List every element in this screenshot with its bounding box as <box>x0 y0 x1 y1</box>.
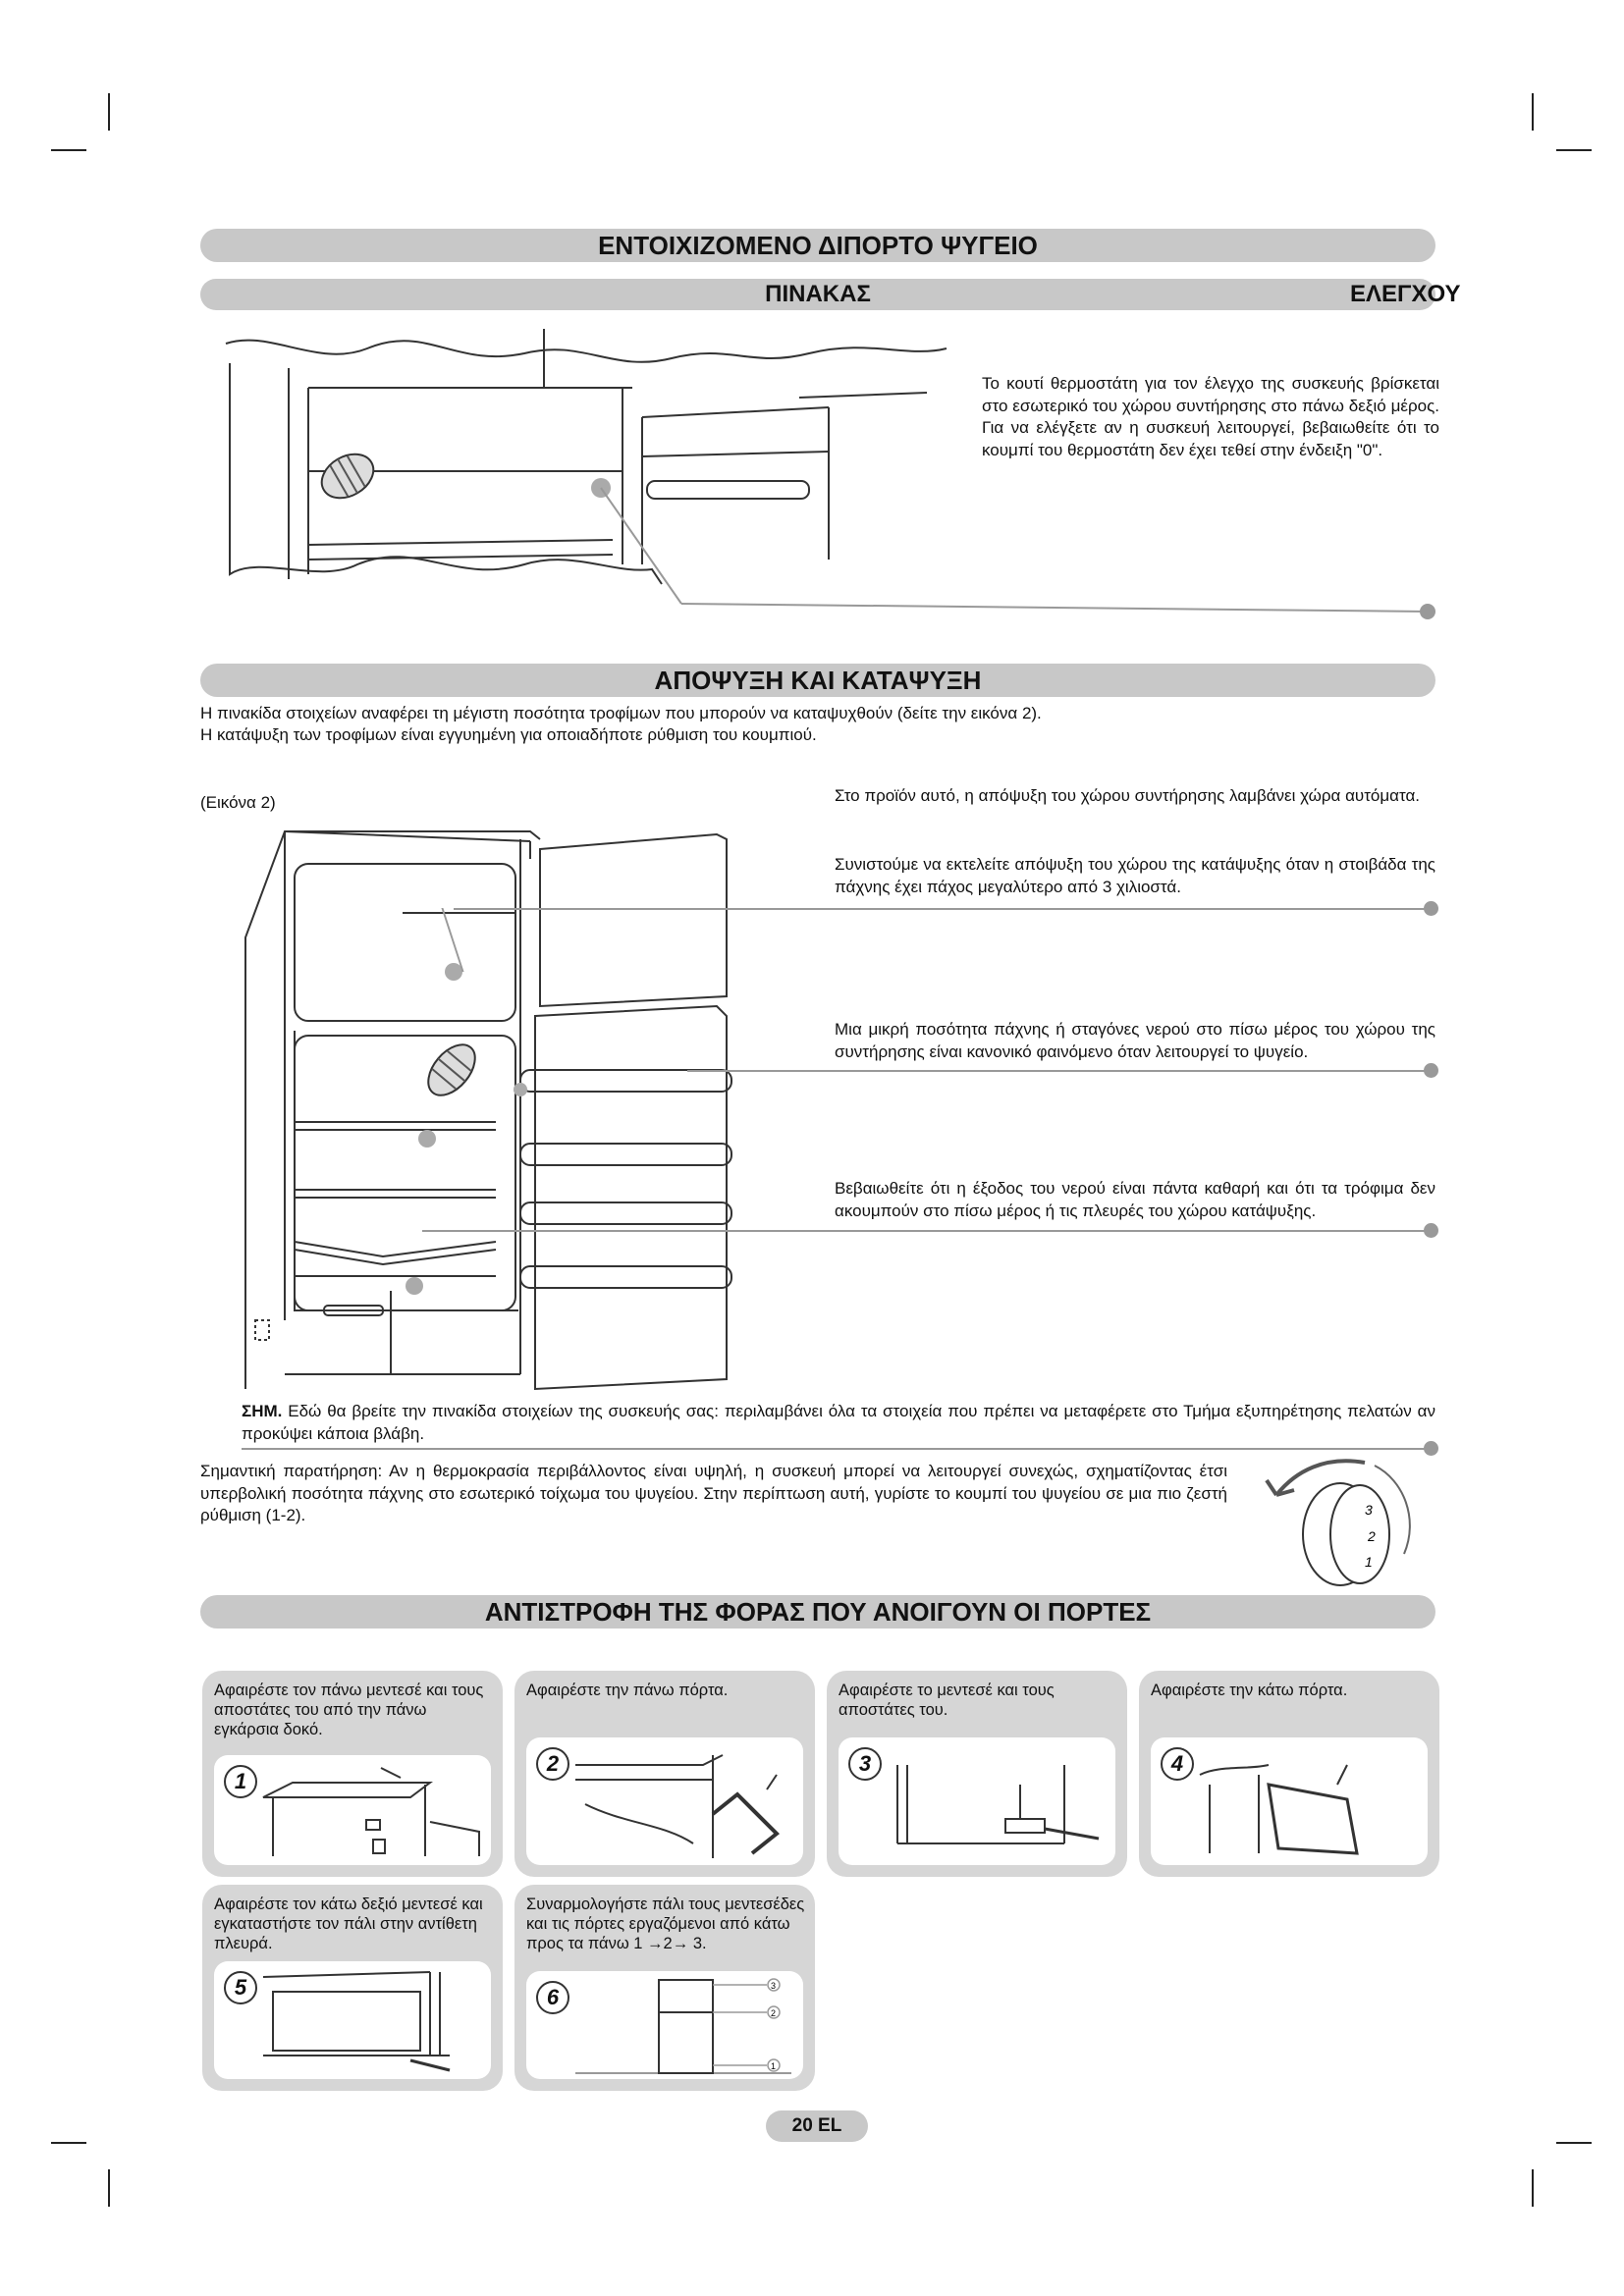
leader-dot <box>1424 901 1438 916</box>
page-number: 20 EL <box>766 2110 868 2142</box>
step-diagram <box>526 1737 803 1865</box>
step-card-5 <box>202 1885 503 2091</box>
step-number: 2 <box>536 1747 569 1781</box>
leader-line <box>242 1448 1435 1450</box>
step-text: Αφαιρέστε την πάνω πόρτα. <box>526 1682 729 1699</box>
middle-hinge-diagram <box>878 1745 1113 1861</box>
defrost-intro-1: Η πινακίδα στοιχείων αναφέρει τη μέγιστη ποσότητα τροφίμων που μπορούν να καταψυχθούν (δείτε την εικόνα 2). <box>200 704 1042 722</box>
door-removal-diagram <box>566 1745 801 1861</box>
defrost-note-2: Συνιστούμε να εκτελείτε απόψυξη του χώρου της κατάψυξης όταν η στοιβάδα της πάχνης έχει πάχος μεγαλύτερο από 3 χιλιοστά. <box>835 855 1435 896</box>
reassembly-diagram <box>566 1975 801 2077</box>
step-text: Αφαιρέστε τον πάνω μεντεσέ και τους αποστάτες του από την πάνω εγκάρσια δοκό. <box>214 1682 484 1738</box>
leader-line <box>454 908 1435 910</box>
step-diagram <box>526 1971 803 2079</box>
subtitle-bar <box>200 279 1435 310</box>
subtitle-left: ΠΙΝΑΚΑΣ <box>765 281 871 307</box>
note-text: Εδώ θα βρείτε την πινακίδα στοιχείων της συσκευής σας: περιλαμβάνει όλα τα στοιχεία που πρέπει να μεταφέρετε στο Τμήμα εξυπηρέτησης πελατών αν προκύψει κάποια βλάβη. <box>242 1402 1435 1443</box>
reversal-title: ΑΝΤΙΣΤΡΟΦΗ ΤΗΣ ΦΟΡΑΣ ΠΟΥ ΑΝΟΙΓΟΥΝ ΟΙ ΠΟΡΤΕΣ <box>484 1597 1152 1627</box>
leader-dot <box>1424 1441 1438 1456</box>
page-title: ΕΝΤΟΙΧΙΖΟΜΕΝΟ ΔΙΠΟΡΤΟ ΨΥΓΕΙΟ <box>598 231 1038 260</box>
step-card-2 <box>514 1671 815 1877</box>
step-text: Αφαιρέστε την κάτω πόρτα. <box>1151 1682 1348 1699</box>
crop-mark <box>51 2142 86 2144</box>
figure-label: (Εικόνα 2) <box>200 793 276 812</box>
step-text: Αφαιρέστε το μεντεσέ και τους αποστάτες του. <box>839 1682 1055 1719</box>
step-diagram <box>1151 1737 1428 1865</box>
hinge-diagram <box>253 1763 489 1861</box>
bottom-hinge-diagram <box>253 1967 489 2075</box>
hinge-mark-2: 2 <box>771 2008 777 2018</box>
important-note: Σημαντική παρατήρηση: Αν η θερμοκρασία περιβάλλοντος είναι υψηλή, η συσκευή μπορεί να λειτουργεί συνεχώς, σχηματίζοντας έτσι υπερβολική ποσότητα πάχνης στο εσωτερικό τοίχωμα του ψυγείου. Στην περίπτωση αυτή, γυρίστε το κουμπί του ψυγείου σε μια πιο ζεστή ρύθμιση (1-2). <box>200 1462 1227 1524</box>
thermostat-knob-icon <box>1257 1451 1424 1593</box>
lower-door-diagram <box>1190 1745 1426 1861</box>
title-bar <box>200 229 1435 262</box>
step-number: 4 <box>1161 1747 1194 1781</box>
crop-mark <box>1532 2169 1534 2207</box>
crop-mark <box>108 2169 110 2207</box>
defrost-title: ΑΠΟΨΥΞΗ ΚΑΙ ΚΑΤΑΨΥΞΗ <box>654 666 982 695</box>
subtitle-right: ΕΛΕΓΧΟΥ <box>1350 281 1461 307</box>
crop-mark <box>1556 2142 1592 2144</box>
crop-mark <box>1556 149 1592 151</box>
step-text: Αφαιρέστε τον κάτω δεξιό μεντεσέ και εγκαταστήστε τον πάλι στην αντίθετη πλευρά. <box>214 1896 483 1952</box>
hinge-mark-1: 1 <box>771 2061 777 2071</box>
note-label: ΣΗΜ. <box>242 1402 283 1420</box>
crop-mark <box>1532 93 1534 131</box>
knob-mark-1: 1 <box>1365 1554 1373 1570</box>
knob-mark-3: 3 <box>1365 1502 1373 1518</box>
defrost-note-1: Στο προϊόν αυτό, η απόψυξη του χώρου συντήρησης λαμβάνει χώρα αυτόματα. <box>835 786 1421 805</box>
step-card-3 <box>827 1671 1127 1877</box>
leader-dot <box>1424 1223 1438 1238</box>
thermostat-description: Το κουτί θερμοστάτη για τον έλεγχο της συσκευής βρίσκεται στο εσωτερικό του χώρου συντήρησης στο πάνω δεξιό μέρος. Για να ελέγξετε αν η συσκευή λειτουργεί, βεβαιωθείτε ότι το κουμπί του θερμοστάτη δεν έχει τεθεί στην ένδειξη "0". <box>982 374 1439 459</box>
leader-dot <box>1424 1063 1438 1078</box>
crop-mark <box>108 93 110 131</box>
knob-mark-2: 2 <box>1368 1528 1376 1544</box>
step-card-6 <box>514 1885 815 2091</box>
step-number: 5 <box>224 1971 257 2004</box>
defrost-bar <box>200 664 1435 697</box>
step-diagram <box>214 1755 491 1865</box>
defrost-note-3: Μια μικρή ποσότητα πάχνης ή σταγόνες νερού στο πίσω μέρος του χώρου της συντήρησης είναι κανονικό φαινόμενο όταν λειτουργεί το ψυγείο. <box>835 1020 1435 1061</box>
step-number: 1 <box>224 1765 257 1798</box>
step-card-4 <box>1139 1671 1439 1877</box>
reversal-bar <box>200 1595 1435 1629</box>
fridge-illustration <box>226 820 1011 1399</box>
defrost-intro-2: Η κατάψυξη των τροφίμων είναι εγγυημένη για οποιαδήποτε ρύθμιση του κουμπιού. <box>200 725 817 744</box>
step-number: 3 <box>848 1747 882 1781</box>
step-diagram <box>839 1737 1115 1865</box>
leader-line <box>687 1070 1435 1072</box>
step-number: 6 <box>536 1981 569 2014</box>
step-text: Συναρμολογήστε πάλι τους μεντεσέδες και τις πόρτες εργαζόμενοι από κάτω προς τα πάνω 1 →2→ 3. <box>526 1896 805 1952</box>
step-card-1 <box>202 1671 503 1877</box>
defrost-note-4: Βεβαιωθείτε ότι η έξοδος του νερού είναι πάντα καθαρή και ότι τα τρόφιμα δεν ακουμπούν στο πίσω μέρος ή τις πλευρές του χώρου κατάψυξης. <box>835 1179 1435 1220</box>
hinge-mark-3: 3 <box>771 1981 777 1991</box>
crop-mark <box>51 149 86 151</box>
leader-line <box>422 1230 1435 1232</box>
rating-plate-note <box>242 1401 1435 1445</box>
step-diagram <box>214 1961 491 2079</box>
